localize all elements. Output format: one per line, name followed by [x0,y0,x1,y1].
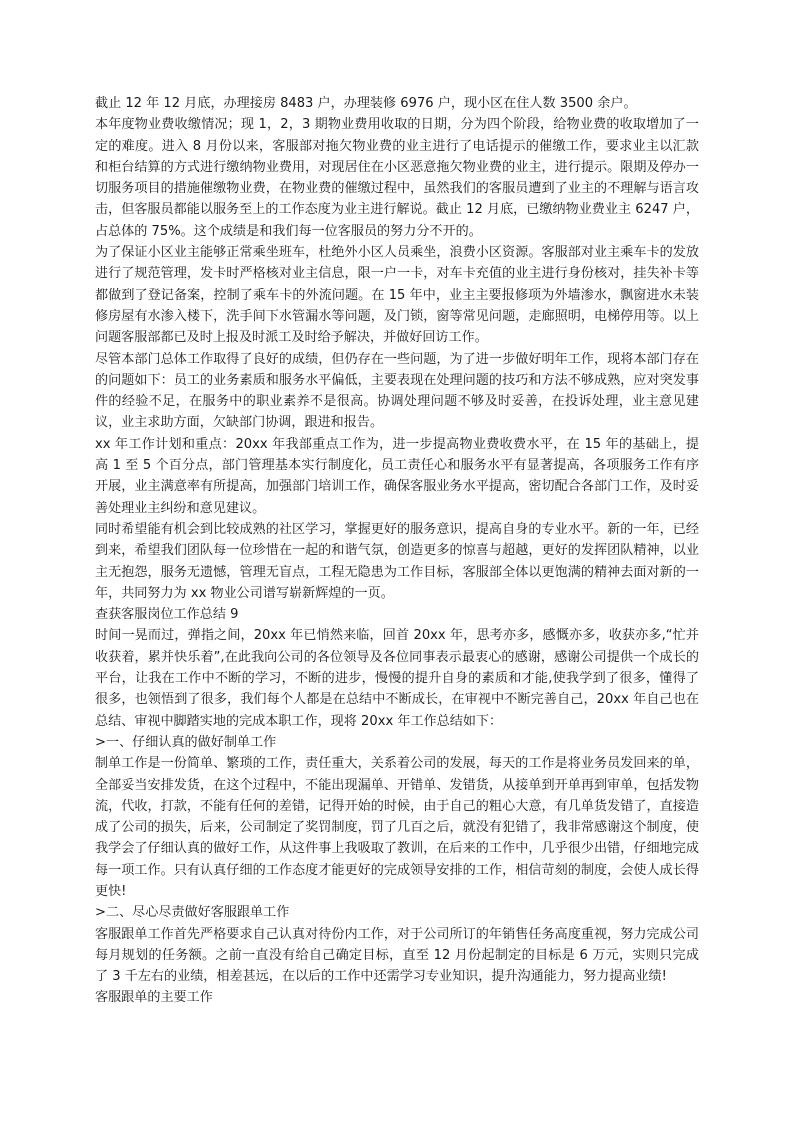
paragraph: 制单工作是一份简单、繁琐的工作，责任重大，关系着公司的发展，每天的工作是将业务员发回来的单，全部妥当安排发货，在这个过程中，不能出现漏单、开错单、发错货，从接单到开单再到审单，包括发物流，代收，打款，不能有任何的差错，记得开始的时候，由于自己的粗心大意，有几单货发错了，直接造成了公司的损失，后来，公司制定了奖罚制度，罚了几百之后，就没有犯错了，我非常感谢这个制度，使我学会了仔细认真的做好工作，从这件事上我吸取了教训，在后来的工作中，几乎很少出错，仔细地完成每一项工作。只有认真仔细的工作态度才能更好的完成领导安排的工作，相信苛刻的制度，会使人成长得更快! [95,756,699,899]
paragraph: 时间一晃而过，弹指之间，20xx 年已悄然来临，回首 20xx 年，思考亦多，感慨亦多，收获亦多,“忙并收获着，累并快乐着”,在此我向公司的各位领导及各位同事表示最衷心的感谢，感谢公司提供一个成长的平台，让我在工作中不断的学习，不断的进步，慢慢的提升自身的素质和才能,使我学到了很多，懂得了很多，也领悟到了很多，我们每个人都是在总结中不断成长，在审视中不断完善自己，20xx 年自己也在总结、审视中脚踏实地的完成本职工作，现将 20xx 年工作总结如下： [95,628,699,729]
paragraph: 为了保证小区业主能够正常乘坐班车，杜绝外小区人员乘坐，浪费小区资源。客服部对业主乘车卡的发放进行了规范管理，发卡时严格核对业主信息，限一户一卡，对车卡充值的业主进行身份核对，挂失补卡等都做到了登记备案，控制了乘车卡的外流问题。在 15 年中，业主主要报修项为外墙渗水，飘窗进水未装修房屋有水渗入楼下，洗手间下水管漏水等问题，及门锁，窗等常见问题，走廊照明，电梯停用等。以上问题客服部都已及时上报及时派工及时给予解决，并做好回访工作。 [95,245,699,346]
document-body [95,93,699,1009]
paragraph: 客服跟单工作首先严格要求自己认真对待份内工作，对于公司所订的年销售任务高度重视，努力完成公司每月规划的任务额。之前一直没有给自己确定目标，直至 12 月份起制定的目标是 6 万元，实则只完成了 3 千左右的业绩，相差甚远，在以后的工作中还需学习专业知识，提升沟通能力，努力提高业绩! [95,926,699,985]
paragraph: 截止 12 年 12 月底，办理接房 8483 户，办理装修 6976 户，现小区在住人数 3500 余户。 [95,96,637,111]
paragraph: 同时希望能有机会到比较成熟的社区学习，掌握更好的服务意识，提高自身的专业水平。新的一年，已经到来，希望我们团队每一位珍惜在一起的和谐气氛，创造更多的惊喜与超越，更好的发挥团队精神，以业主无抱怨，服务无遗憾，管理无盲点，工程无隐患为工作目标，客服部全体以更饱满的精神去面对新的一年，共同努力为 xx 物业公司谱写崭新辉煌的一页。 [95,521,699,601]
paragraph: 本年度物业费收缴情况；现 1，2，3 期物业费用收取的日期，分为四个阶段，给物业费的收取增加了一定的难度。进入 8 月份以来，客服部对拖欠物业费的业主进行了电话提示的催缴工作，要求业主以汇款和柜台结算的方式进行缴纳物业费用，对现居住在小区恶意拖欠物业费的业主，进行提示。限期及停办一切服务项目的措施催缴物业费，在物业费的催缴过程中，虽然我们的客服员遭到了业主的不理解与语言攻击，但客服员都能以服务至上的工作态度为业主进行解说。截止 12 月底，已缴纳物业费业主 6247 户，占总体的 75%。这个成绩是和我们每一位客服员的努力分不开的。 [95,117,699,239]
paragraph: xx 年工作计划和重点：20xx 年我部重点工作为，进一步提高物业费收费水平，在 15 年的基础上，提高 1 至 5 个百分点，部门管理基本实行制度化，员工责任心和服务水平有显著提高，各项服务工作有序开展，业主满意率有所提高，加强部门培训工作，确保客服业务水平提高，密切配合各部门工作，及时妥善处理业主纠纷和意见建议。 [95,436,699,516]
section-heading: 查获客服岗位工作总结 9 [95,607,239,623]
subsection-heading: >一、仔细认真的做好制单工作 [95,734,277,750]
subsection-heading: >二、尽心尽责做好客服跟单工作 [95,905,290,921]
subsection-heading: 客服跟单的主要工作 [95,990,213,1006]
paragraph: 尽管本部门总体工作取得了良好的成绩，但仍存在一些问题，为了进一步做好明年工作，现将本部门存在的问题如下：员工的业务素质和服务水平偏低，主要表现在处理问题的技巧和方法不够成熟，应对突发事件的经验不足，在服务中的职业素养不是很高。协调处理问题不够及时妥善，在投诉处理，业主意见建议，业主求助方面，欠缺部门协调，跟进和报告。 [95,351,699,431]
